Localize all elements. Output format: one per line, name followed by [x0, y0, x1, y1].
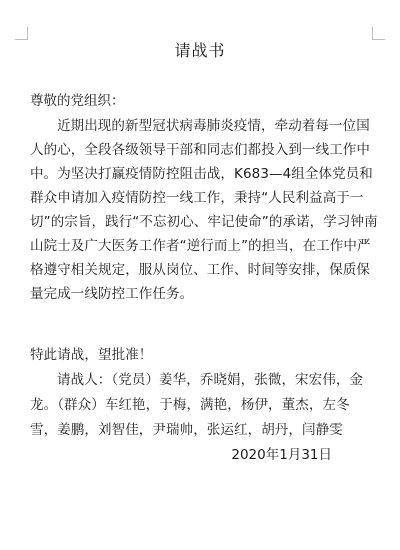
signers-line: 请战人：（党员）姜华，乔晓娟，张微，宋宏伟，金: [57, 372, 364, 388]
document-date: 2020年1月31日: [231, 447, 332, 463]
body-line: 格遵守相关规定，服从岗位、工作、时间等安排，保质保: [30, 262, 370, 278]
salutation: 尊敬的党组织：: [30, 93, 125, 109]
body-line: 近期出现的新型冠状病毒肺炎疫情，牵动着每一位国: [57, 118, 370, 134]
body-line: 群众申请加入疫情防控一线工作，秉持“人民利益高于一: [30, 190, 364, 206]
signers-line: 雪，姜鹏，刘智佳，尹瑞帅，张运红，胡丹，闫静雯: [30, 422, 343, 438]
body-line: 中。为坚决打赢疫情防控阻击战，K683—4组全体党员和: [30, 166, 373, 182]
body-line: 量完成一线防控工作任务。: [30, 286, 194, 302]
body-line: 人的心，全段各级领导干部和同志们都投入到一线工作中: [30, 142, 370, 158]
body-line: 切”的宗旨，践行“不忘初心、牢记使命”的承诺，学习钟南: [30, 214, 378, 230]
request-line: 特此请战，望批准！: [30, 347, 153, 363]
signers-line: 龙。（群众）车红艳，于梅，满艳，杨伊，董杰，左冬: [30, 397, 350, 413]
body-line: 山院士及广大医务工作者“逆行而上”的担当，在工作中严: [30, 238, 371, 254]
document-title: 请战书: [174, 41, 226, 60]
